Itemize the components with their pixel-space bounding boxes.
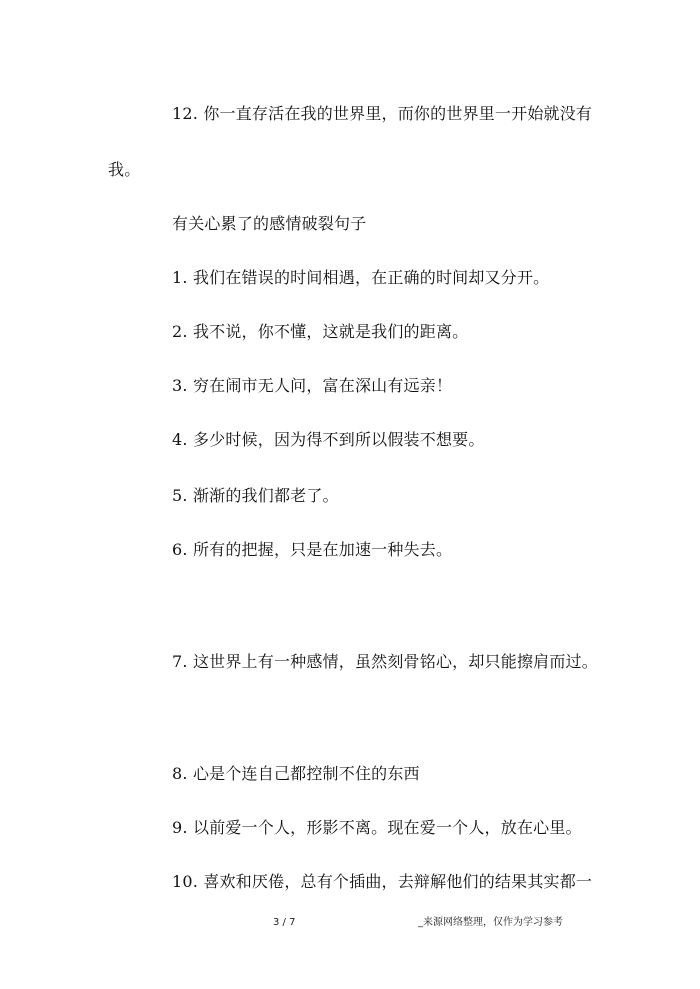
list-item: 7. 这世界上有一种感情，虽然刻骨铭心，却只能擦肩而过。 — [172, 652, 598, 671]
page-number: 3 / 7 — [273, 917, 296, 928]
paragraph-line: 我。 — [108, 160, 141, 179]
list-item: 8. 心是个连自己都控制不住的东西 — [172, 764, 420, 783]
paragraph-line: 12. 你一直存活在我的世界里，而你的世界里一开始就没有 — [172, 104, 593, 123]
list-item: 4. 多少时候，因为得不到所以假装不想要。 — [172, 430, 485, 449]
list-item: 5. 渐渐的我们都老了。 — [172, 486, 339, 505]
section-heading: 有关心累了的感情破裂句子 — [172, 214, 367, 233]
list-item: 1. 我们在错误的时间相遇，在正确的时间却又分开。 — [172, 268, 550, 287]
list-item: 9. 以前爱一个人，形影不离。现在爱一个人，放在心里。 — [172, 818, 582, 837]
source-note: _来源网络整理，仅作为学习参考 — [418, 917, 563, 928]
list-item: 2. 我不说，你不懂，这就是我们的距离。 — [172, 322, 469, 341]
list-item: 3. 穷在闹市无人问，富在深山有远亲！ — [172, 376, 453, 395]
list-item: 10. 喜欢和厌倦，总有个插曲，去辩解他们的结果其实都一 — [172, 872, 593, 891]
list-item: 6. 所有的把握，只是在加速一种失去。 — [172, 540, 453, 559]
